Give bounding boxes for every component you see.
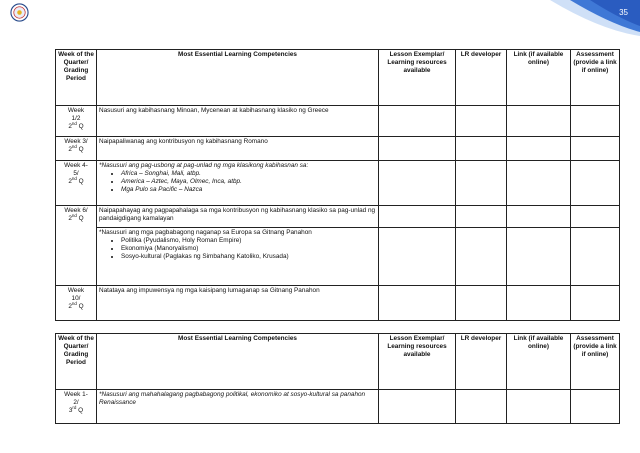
col-competencies: Most Essential Learning Competencies (97, 50, 379, 106)
table-row (56, 106, 620, 137)
competency-cell: Naipapahayag ang pagpapahalaga sa mga kontribusyon ng kabihasnang klasiko sa pag-unlad ng pandaigdigang kamalayan (97, 206, 379, 228)
bullet-list (99, 237, 376, 261)
page-number: 35 (619, 8, 628, 17)
competency-cell: Nasusuri ang kabihasnang Minoan, Mycenean at kabihasnang klasiko ng Greece (97, 106, 379, 137)
col-assessment: Assessment (provide a link if online) (571, 334, 620, 390)
header-row (56, 50, 620, 106)
col-lesson-exemplar: Lesson Exemplar/ Learning resources available (379, 50, 456, 106)
col-lesson-exemplar: Lesson Exemplar/ Learning resources available (379, 334, 456, 390)
competency-cell: *Nasusuri ang mga pagbabagong naganap sa Europa sa Gitnang Panahon • Politika (Pyudalismo, Holy Roman Empire) • Ekonomiya (Manoryalismo) • Sosyo-kultural (Paglakas ng Simbahang Katoliko, Krusada) (97, 228, 379, 286)
table-row (56, 390, 620, 424)
table-row (56, 161, 620, 206)
competency-cell: *Nasusuri ang mahahalagang pagbabagong politikal, ekonomiko at sosyo-kultural sa panahon Renaissance (97, 390, 379, 424)
col-week: Week of the Quarter/ Grading Period (56, 334, 97, 390)
list-item: • Mga Pulo sa Pacific – Nazca (121, 186, 376, 194)
list-item: • Ekonomiya (Manoryalismo) (121, 245, 376, 253)
week-cell: Week 4- 5/ 2nd Q (56, 161, 97, 206)
header-row (56, 334, 620, 390)
table-row (56, 137, 620, 161)
competency-cell: Natataya ang impuwensya ng mga kaisipang lumaganap sa Gitnang Panahon (97, 286, 379, 321)
competency-cell: Naipapaliwanag ang kontribusyon ng kabihasnang Romano (97, 137, 379, 161)
competencies-table-1 (55, 49, 620, 321)
list-item: • Politika (Pyudalismo, Holy Roman Empire) (121, 237, 376, 245)
col-link: Link (if available online) (507, 334, 571, 390)
table-row (56, 206, 620, 228)
table-row (56, 228, 620, 286)
col-lr-developer: LR developer (456, 50, 507, 106)
col-link: Link (if available online) (507, 50, 571, 106)
competencies-table-2 (55, 333, 620, 424)
corner-decoration (530, 0, 640, 36)
list-item: • America – Aztec, Maya, Olmec, Inca, atbp. (121, 178, 376, 186)
week-cell: Week 6/ 2nd Q (56, 206, 97, 286)
list-item: • Africa – Songhai, Mali, atbp. (121, 170, 376, 178)
list-item: • Sosyo-kultural (Paglakas ng Simbahang Katoliko, Krusada) (121, 253, 376, 261)
week-cell: Week 10/ 2nd Q (56, 286, 97, 321)
deped-seal-icon (10, 3, 29, 22)
competency-cell: *Nasusuri ang pag-usbong at pag-unlad ng mga klasikong kabihasnan sa: • Africa – Songhai, Mali, atbp. • America – Aztec, Maya, Olmec, Inca, atbp. • Mga Pulo sa Pacific – Nazca (97, 161, 379, 206)
table-row (56, 286, 620, 321)
bullet-list (99, 170, 376, 194)
col-lr-developer: LR developer (456, 334, 507, 390)
col-competencies: Most Essential Learning Competencies (97, 334, 379, 390)
col-assessment: Assessment (provide a link if online) (571, 50, 620, 106)
week-cell: Week 3/ 2nd Q (56, 137, 97, 161)
week-cell: Week 1/2 2nd Q (56, 106, 97, 137)
week-cell: Week 1- 2/ 3rd Q (56, 390, 97, 424)
col-week: Week of the Quarter/ Grading Period (56, 50, 97, 106)
